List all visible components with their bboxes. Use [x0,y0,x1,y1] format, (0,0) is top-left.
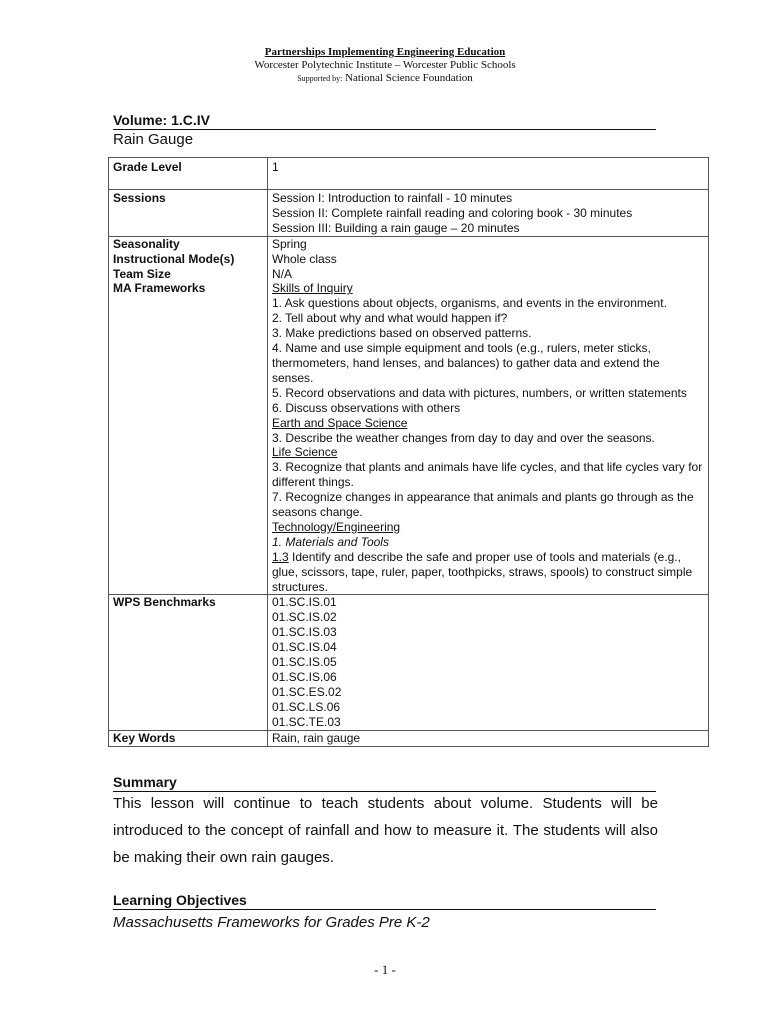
document-header [0,45,770,85]
table-row [109,595,709,730]
page-number: - 1 - [374,962,396,977]
benchmark-item: 01.SC.IS.03 [272,625,337,640]
lesson-title: Rain Gauge [113,131,194,148]
header-support-prefix: Supported by: [297,74,343,83]
framework-item: 1. Ask questions about objects, organisms, and events in the environment. [272,296,667,311]
header-support [0,72,770,85]
table-row [109,281,709,595]
table-row [109,158,709,190]
framework-item: 6. Discuss observations with others [272,400,461,415]
table-row [109,190,709,237]
framework-item: 3. Recognize that plants and animals have life cycles, and that life cycles vary for different things. [272,460,703,490]
summary-heading: Summary [113,774,656,792]
tech-engineering-heading: Technology/Engineering [272,519,401,534]
table-row [109,267,709,282]
team-size-label: Team Size [109,267,268,282]
volume-title: Volume: 1.C.IV [113,112,656,130]
header-org: Partnerships Implementing Engineering Education [264,46,506,58]
benchmark-item: 01.SC.ES.02 [272,684,342,699]
key-words-value: Rain, rain gauge [268,730,709,746]
grade-level-value: 1 [268,158,709,190]
framework-item: 3. Make predictions based on observed patterns. [272,326,532,341]
table-row [109,730,709,746]
header-institutions: Worcester Polytechnic Institute – Worcester Public Schools [254,59,516,71]
benchmark-item: 01.SC.LS.06 [272,699,341,714]
wps-benchmarks-label: WPS Benchmarks [109,595,268,730]
session-line: Session I: Introduction to rainfall - 10 minutes [272,191,513,205]
team-size-value: N/A [268,267,709,282]
grade-level-label: Grade Level [109,158,268,190]
instructional-mode-label: Instructional Mode(s) [109,252,268,267]
benchmark-item: 01.SC.TE.03 [272,714,341,729]
key-words-label: Key Words [109,730,268,746]
benchmark-item: 01.SC.IS.01 [272,595,337,610]
sessions-label: Sessions [109,190,268,237]
seasonality-value: Spring [268,236,709,251]
session-line: Session II: Complete rainfall reading and coloring book - 30 minutes [272,205,633,220]
wps-benchmarks-value [268,595,709,730]
lesson-info-table [108,157,709,747]
ma-frameworks-label: MA Frameworks [109,281,268,595]
learning-objectives-subheading: Massachusetts Frameworks for Grades Pre K-2 [113,914,430,931]
framework-item: 3. Describe the weather changes from day to day and over the seasons. [272,430,655,445]
benchmark-item: 01.SC.IS.06 [272,670,337,684]
materials-tools-subheading: 1. Materials and Tools [272,534,389,549]
table-row [109,236,709,251]
ma-frameworks-value [268,281,709,595]
learning-objectives-heading: Learning Objectives [113,892,656,910]
framework-item: 7. Recognize changes in appearance that animals and plants go through as the seasons change. [272,490,694,520]
sessions-value [268,190,709,237]
framework-item: 2. Tell about why and what would happen if? [272,311,508,326]
tech-item-text: Identify and describe the safe and proper use of tools and materials (e.g., glue, scissors, tape, ruler, paper, toothpicks, straws, spools) to construct simple structures. [272,549,693,594]
summary-text: This lesson will continue to teach students about volume. Students will be introduced to the concept of rainfall and how to measure it. The students will also be making their own rain gauges. [113,795,658,866]
table-row [109,252,709,267]
framework-item [272,550,704,595]
life-science-heading: Life Science [272,445,338,460]
seasonality-label: Seasonality [109,236,268,251]
skills-heading: Skills of Inquiry [272,281,353,296]
benchmark-item: 01.SC.IS.05 [272,655,337,670]
tech-item-number: 1.3 [272,549,289,564]
header-support-sponsor: National Science Foundation [345,72,473,84]
instructional-mode-value: Whole class [268,252,709,267]
benchmark-item: 01.SC.IS.02 [272,610,337,625]
earth-science-heading: Earth and Space Science [272,415,408,430]
framework-item: 5. Record observations and data with pictures, numbers, or written statements [272,385,687,400]
benchmark-item: 01.SC.IS.04 [272,640,337,655]
framework-item: 4. Name and use simple equipment and tools (e.g., rulers, meter sticks, thermometers, hand lenses, and balances) to gather data and extend the senses. [272,341,660,385]
session-line: Session III: Building a rain gauge – 20 minutes [272,220,520,235]
